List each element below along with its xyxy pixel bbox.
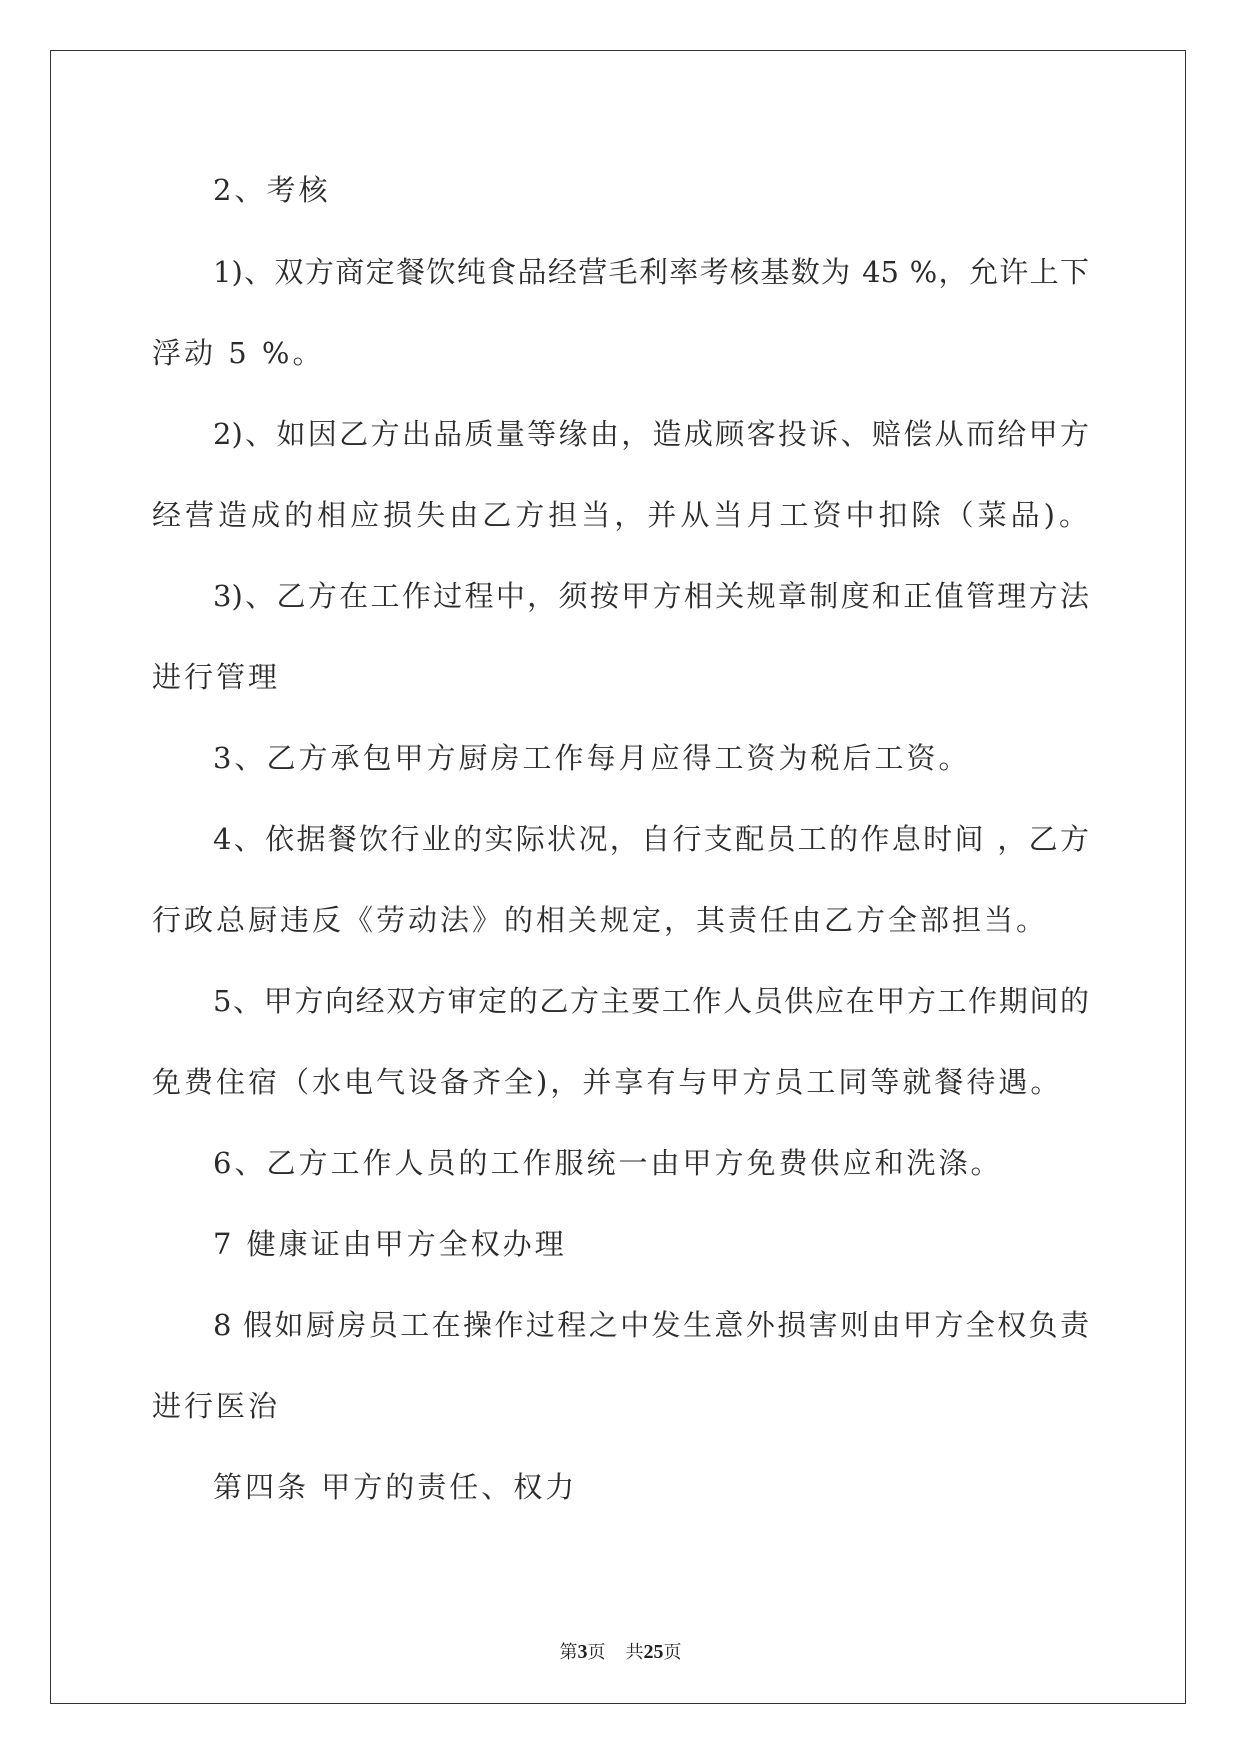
paragraph-line: 3、乙方承包甲方厨房工作每月应得工资为税后工资。 xyxy=(213,741,971,775)
paragraph-line: 6、乙方工作人员的工作服统一由甲方免费供应和洗涤。 xyxy=(213,1146,1003,1180)
paragraph-line: 进行医治 xyxy=(152,1389,281,1423)
page-footer xyxy=(0,1640,1241,1665)
paragraph-line: 免费住宿（水电气设备齐全)，并享有与甲方员工同等就餐待遇。 xyxy=(152,1065,1063,1099)
paragraph-line: 3)、乙方在工作过程中，须按甲方相关规章制度和正值管理方法 xyxy=(213,579,1089,613)
footer-total-suffix: 页 xyxy=(663,1642,682,1663)
article-heading: 第四条 甲方的责任、权力 xyxy=(213,1470,578,1504)
paragraph-line: 7 健康证由甲方全权办理 xyxy=(213,1227,567,1261)
footer-total-pages: 25 xyxy=(643,1641,664,1663)
footer-page-number: 3 xyxy=(577,1641,588,1663)
footer-page-prefix: 第 xyxy=(559,1642,578,1663)
paragraph-line: 2)、如因乙方出品质量等缘由，造成顾客投诉、赔偿从而给甲方 xyxy=(213,417,1089,451)
paragraph-line: 5、甲方向经双方审定的乙方主要工作人员供应在甲方工作期间的 xyxy=(213,984,1089,1018)
paragraph-line: 1)、双方商定餐饮纯食品经营毛利率考核基数为 45 %，允许上下 xyxy=(213,255,1089,289)
section-heading-assessment: 2、考核 xyxy=(213,173,331,207)
paragraph-line: 8 假如厨房员工在操作过程之中发生意外损害则由甲方全权负责 xyxy=(213,1308,1089,1342)
paragraph-line: 4、依据餐饮行业的实际状况，自行支配员工的作息时间 ，乙方 xyxy=(213,822,1089,856)
footer-total-prefix: 共 xyxy=(625,1642,644,1663)
paragraph-line: 浮动 5 %。 xyxy=(152,336,325,370)
paragraph-line: 经营造成的相应损失由乙方担当，并从当月工资中扣除（菜品)。 xyxy=(152,498,1088,532)
paragraph-line: 进行管理 xyxy=(152,660,281,694)
footer-page-suffix: 页 xyxy=(587,1642,606,1663)
page-border xyxy=(50,50,1186,1704)
paragraph-line: 行政总厨违反《劳动法》的相关规定，其责任由乙方全部担当。 xyxy=(152,903,1049,937)
